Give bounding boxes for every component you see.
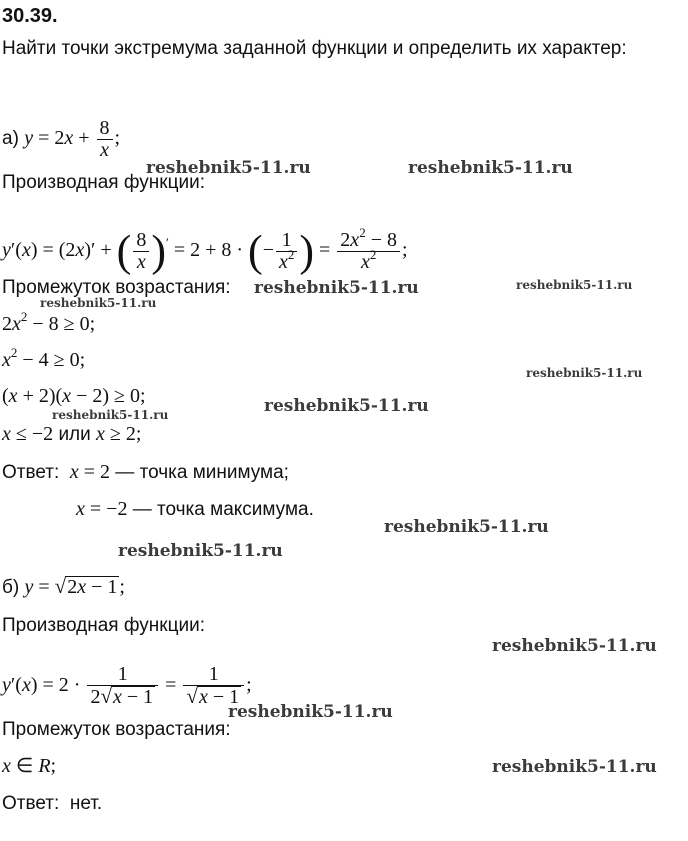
part-a-interval-label: Промежуток возрастания:	[2, 277, 231, 298]
watermark: reshebnik5-11.ru	[264, 396, 429, 416]
min-text: — точка минимума;	[115, 462, 289, 483]
watermark: reshebnik5-11.ru	[492, 757, 657, 777]
max-text: — точка максимума.	[132, 499, 314, 520]
answer-label: Ответ:	[2, 462, 60, 483]
part-b-label: б)	[2, 577, 20, 598]
answer-label: Ответ:	[2, 793, 60, 814]
answer-value: нет.	[69, 793, 103, 814]
part-b-answer	[2, 792, 102, 816]
part-a-answer-max: x = −2 — точка максимума.	[76, 498, 314, 520]
part-a-answer-min: Ответ: x = 2 — точка минимума;	[2, 461, 289, 483]
part-a-ineq-2: $x^2 - 4 \ge 0$;	[2, 345, 86, 371]
task-statement: Найти точки экстремума заданной функции и определить их характер:	[2, 38, 627, 59]
part-b-function: б) y = √2x − 1 ;	[2, 574, 125, 598]
part-a-solution: x ≤ −2 или x ≥ 2;	[2, 423, 142, 445]
watermark: reshebnik5-11.ru	[146, 158, 311, 178]
watermark: reshebnik5-11.ru	[118, 541, 283, 561]
watermark: reshebnik5-11.ru	[516, 278, 633, 292]
watermark: reshebnik5-11.ru	[40, 296, 157, 310]
part-a-function: а) y = 2x + $\frac{8}{x}$ ;	[2, 117, 121, 161]
watermark: reshebnik5-11.ru	[492, 636, 657, 656]
part-a-label: а)	[2, 128, 19, 150]
part-a-ineq-1: $2x^2 - 8 \ge 0$;	[2, 309, 96, 335]
part-b-set: x ∈ R;	[2, 755, 57, 777]
part-b-interval-label: Промежуток возрастания:	[2, 719, 231, 740]
watermark: reshebnik5-11.ru	[526, 366, 643, 380]
watermark: reshebnik5-11.ru	[254, 278, 419, 298]
or-word: или	[58, 424, 91, 445]
part-b-derivative-formula: y′(x) = 2 · $\frac{1}{2√x - 1}$ = $\frac{1}{√x - 1}$ ;	[2, 663, 252, 708]
watermark: reshebnik5-11.ru	[384, 517, 549, 537]
watermark: reshebnik5-11.ru	[408, 158, 573, 178]
part-a-derivative-formula: y′(x) = (2x)′ + ( $\frac{8}{x}$ )′ = 2 + 8 · (− $\frac{1}{x^2}$ ) = $\frac{2x^2 - 8}{x^2}$ ;	[2, 225, 408, 276]
watermark: reshebnik5-11.ru	[228, 702, 393, 722]
part-a-ineq-3: (x + 2)(x − 2) ≥ 0;	[2, 385, 146, 407]
part-a-derivative-label: Производная функции:	[2, 172, 205, 193]
watermark: reshebnik5-11.ru	[52, 408, 169, 422]
part-b-derivative-label: Производная функции:	[2, 615, 205, 636]
problem-number: 30.39.	[2, 5, 58, 27]
